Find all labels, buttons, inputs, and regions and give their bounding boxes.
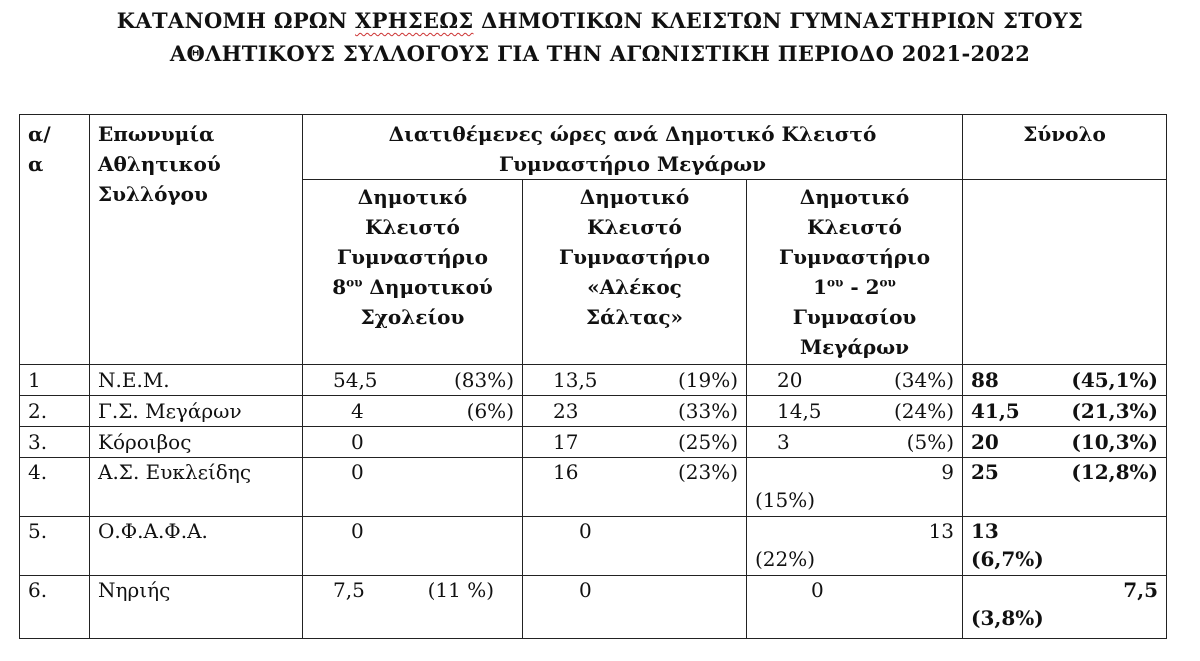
cell-aa: 6.: [20, 576, 90, 639]
cell-aa: 4.: [20, 458, 90, 517]
cell-aa: 3.: [20, 427, 90, 458]
table-row: [20, 458, 1167, 517]
cell-gym1: 0: [303, 458, 523, 517]
cell-gym3: 20 (34%): [747, 365, 963, 396]
table-row: [20, 517, 1167, 576]
cell-total: 20 (10,3%): [963, 427, 1167, 458]
cell-gym2: 0: [523, 576, 747, 639]
table-row: [20, 576, 1167, 639]
cell-gym3: 9 (15%): [747, 458, 963, 517]
header-club-name: Επωνυμία Αθλητικού Συλλόγου: [90, 115, 303, 365]
header-available-hours: Διατιθέμενες ώρες ανά Δημοτικό Κλειστό Γυμναστήριο Μεγάρων: [303, 115, 963, 180]
cell-club: Ο.Φ.Α.Φ.Α.: [90, 517, 303, 576]
cell-gym1: 54,5 (83%): [303, 365, 523, 396]
cell-total: 88 (45,1%): [963, 365, 1167, 396]
cell-aa: 2.: [20, 396, 90, 427]
header-gym-1st-2nd-gymnasium: Δημοτικό Κλειστό Γυμναστήριο $1^{o\upsilon} - 2^{o\upsilon}$ Γυμνασίου Μεγάρων: [747, 180, 963, 365]
document-title: ΚΑΤΑΝΟΜΗ ΩΡΩΝ ΧΡΗΣΕΩΣ ΔΗΜΟΤΙΚΩΝ ΚΛΕΙΣΤΩΝ ΓΥΜΝΑΣΤΗΡΙΩΝ ΣΤΟΥΣ ΑΘΛΗΤΙΚΟΥΣ ΣΥΛΛΟΓΟΥΣ ΓΙΑ ΤΗΝ ΑΓΩΝΙΣΤΙΚΗ ΠΕΡΙΟΔΟ 2021-2022: [116, 8, 1084, 66]
cell-club: Γ.Σ. Μεγάρων: [90, 396, 303, 427]
header-gym-alekos-saltas: Δημοτικό Κλειστό Γυμναστήριο «Αλέκος Σάλτας»: [523, 180, 747, 365]
cell-club: Νηριής: [90, 576, 303, 639]
header-gym-8th-school: Δημοτικό Κλειστό Γυμναστήριο $8^{o\upsilon}$ Δημοτικού Σχολείου: [303, 180, 523, 365]
table-row: [20, 427, 1167, 458]
cell-gym1: 0: [303, 427, 523, 458]
cell-total: 7,5 (3,8%): [963, 576, 1167, 639]
cell-total: 25 (12,8%): [963, 458, 1167, 517]
hours-allocation-table: [19, 114, 1167, 639]
header-total: Σύνολο: [963, 115, 1167, 180]
cell-gym1: 7,5 (11 %): [303, 576, 523, 639]
cell-aa: 1: [20, 365, 90, 396]
cell-gym3: 3 (5%): [747, 427, 963, 458]
header-aa: α/ α: [20, 115, 90, 365]
cell-gym2: 17 (25%): [523, 427, 747, 458]
cell-aa: 5.: [20, 517, 90, 576]
cell-gym3: 13 (22%): [747, 517, 963, 576]
cell-gym2: 23 (33%): [523, 396, 747, 427]
cell-gym1: 0: [303, 517, 523, 576]
cell-gym2: 0: [523, 517, 747, 576]
cell-gym3: 14,5 (24%): [747, 396, 963, 427]
spellcheck-underlined-word: ΧΡΗΣΕΩΣ: [355, 8, 474, 33]
table-row: [20, 365, 1167, 396]
cell-gym2: 13,5 (19%): [523, 365, 747, 396]
cell-club: Α.Σ. Ευκλείδης: [90, 458, 303, 517]
cell-gym2: 16 (23%): [523, 458, 747, 517]
cell-total: 41,5 (21,3%): [963, 396, 1167, 427]
cell-total: 13 (6,7%): [963, 517, 1167, 576]
cell-club: Κόροιβος: [90, 427, 303, 458]
header-total-empty: [963, 180, 1167, 365]
cell-gym3: 0: [747, 576, 963, 639]
cell-gym1: 4 (6%): [303, 396, 523, 427]
cell-club: Ν.Ε.Μ.: [90, 365, 303, 396]
table-row: [20, 396, 1167, 427]
